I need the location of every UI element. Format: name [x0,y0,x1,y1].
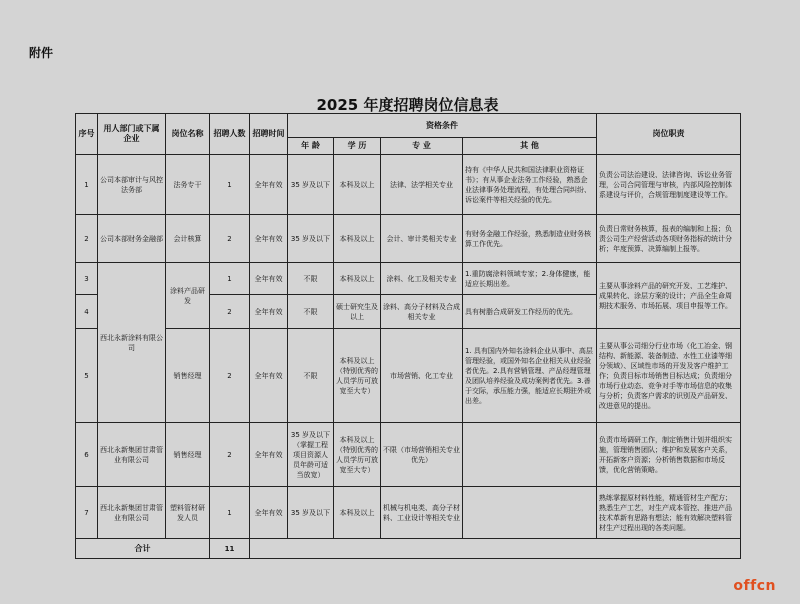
table-row [76,215,741,263]
header-count: 招聘人数 [210,114,250,155]
cell-dept-merged: 西北永新涂料有限公司 [98,263,166,423]
watermark-logo: offcn [733,578,776,594]
cell-duty: 主要从事涂料产品的研究开发、工艺维护、成果转化、涂层方案的设计；产品全生命周期技术服务、市场拓展、项目申报等工作。 [597,263,741,329]
cell-other [463,423,597,487]
cell-count: 2 [210,329,250,423]
cell-other: 1.重防腐涂料领域专家；2.身体健康，能适应长期出差。 [463,263,597,295]
cell-dept: 西北永新集团甘肃管业有限公司 [98,487,166,539]
cell-time: 全年有效 [250,423,288,487]
cell-count: 1 [210,487,250,539]
cell-major: 不限（市场营销相关专业优先） [381,423,463,487]
header-duty: 岗位职责 [597,114,741,155]
header-post: 岗位名称 [166,114,210,155]
cell-age: 35 岁及以下 [288,155,334,215]
cell-other: 1. 具有国内外知名涂料企业从事中、高层管理经验，或国外知名企业相关从业经验者优先。2.具有营销管理、产品经理管理及团队培养经验及成功案例者优先。3.善于交际，承压能力强，能适应长期驻外或出差。 [463,329,597,423]
cell-time: 全年有效 [250,263,288,295]
cell-post: 法务专干 [166,155,210,215]
table-row [76,155,741,215]
table-row [76,329,741,423]
cell-age: 35 岁及以下（掌握工程项目资源人员年龄可适当放宽） [288,423,334,487]
cell-time: 全年有效 [250,155,288,215]
total-row [76,539,741,559]
cell-dept: 公司本部审计与风控法务部 [98,155,166,215]
recruitment-table [75,113,741,559]
table-row [76,487,741,539]
cell-no: 7 [76,487,98,539]
cell-age: 不限 [288,263,334,295]
cell-other: 持有《中华人民共和国法律职业资格证书》；有从事企业法务工作经验，熟悉企业法律事务处理流程，有处理合同纠纷、诉讼案件等相关经验的优先。 [463,155,597,215]
cell-duty: 负责日常财务核算，报表的编制和上报；负责公司生产经营活动各项财务指标的统计分析；年度预算、决算编制上报等。 [597,215,741,263]
cell-major: 会计、审计类相关专业 [381,215,463,263]
cell-other: 具有树脂合成研发工作经历的优先。 [463,295,597,329]
cell-count: 2 [210,215,250,263]
cell-edu: 本科及以上 [334,155,381,215]
table-row [76,263,741,295]
cell-age: 不限 [288,295,334,329]
cell-major: 涂料、高分子材料及合成相关专业 [381,295,463,329]
total-label: 合计 [76,539,210,559]
header-no: 序号 [76,114,98,155]
header-edu: 学 历 [334,138,381,155]
cell-major: 机械与机电类、高分子材料、工业设计等相关专业 [381,487,463,539]
header-row-1 [76,114,741,138]
cell-time: 全年有效 [250,215,288,263]
cell-major: 涂料、化工及相关专业 [381,263,463,295]
annex-label: 附件 [29,46,54,60]
cell-age: 不限 [288,329,334,423]
cell-no: 5 [76,329,98,423]
cell-other [463,487,597,539]
cell-count: 2 [210,423,250,487]
cell-duty: 熟练掌握原材料性能，精通管材生产配方；熟悉生产工艺，对生产成本管控、推进产品技术革新有思路有想法；能有效解决塑料管材生产过程出现的各类问题。 [597,487,741,539]
cell-post: 会计核算 [166,215,210,263]
cell-dept: 公司本部财务金融部 [98,215,166,263]
header-time: 招聘时间 [250,114,288,155]
cell-major: 市场营销、化工专业 [381,329,463,423]
header-major: 专 业 [381,138,463,155]
cell-edu: 本科及以上（特别优秀的人员学历可放宽至大专） [334,329,381,423]
cell-post: 涂料产品研发 [166,263,210,329]
cell-other: 有财务金融工作经验，熟悉制造业财务核算工作优先。 [463,215,597,263]
cell-edu: 本科及以上 [334,487,381,539]
cell-edu: 硕士研究生及以上 [334,295,381,329]
cell-duty: 主要从事公司细分行业市场（化工冶金、钢结构、新能源、装备制造、水性工业漆等细分领域）、区域性市场的开发及客户维护工作；负责目标市场销售目标达成；负责细分市场行业动态、竞争对手等市场信息的收集与分析；负责客户需求的识别及产品研发、改进意见的提出。 [597,329,741,423]
cell-edu: 本科及以上（特别优秀的人员学历可放宽至大专） [334,423,381,487]
table-row [76,423,741,487]
cell-post: 销售经理 [166,329,210,423]
cell-age: 35 岁及以下 [288,215,334,263]
header-qualification: 资格条件 [288,114,597,138]
cell-no: 2 [76,215,98,263]
cell-dept: 西北永新集团甘肃管业有限公司 [98,423,166,487]
cell-no: 6 [76,423,98,487]
cell-major: 法律、法学相关专业 [381,155,463,215]
cell-duty: 负责市场调研工作，制定销售计划并组织实施，管理销售团队；维护和发展客户关系，开拓新客户资源；分析销售数据和市场反馈，优化营销策略。 [597,423,741,487]
header-other: 其 他 [463,138,597,155]
cell-no: 1 [76,155,98,215]
header-dept: 用人部门或下属企业 [98,114,166,155]
cell-count: 2 [210,295,250,329]
header-age: 年 龄 [288,138,334,155]
cell-edu: 本科及以上 [334,215,381,263]
total-count: 11 [210,539,250,559]
cell-time: 全年有效 [250,329,288,423]
cell-no: 4 [76,295,98,329]
cell-count: 1 [210,155,250,215]
cell-post: 塑料管材研发人员 [166,487,210,539]
page-title: 2025 年度招聘岗位信息表 [316,96,499,114]
cell-edu: 本科及以上 [334,263,381,295]
cell-time: 全年有效 [250,487,288,539]
cell-count: 1 [210,263,250,295]
cell-duty: 负责公司法治建设、法律咨询、诉讼业务管理，公司合同管理与审核，内部风险控制体系建设与评价，合规管理制度建设等工作。 [597,155,741,215]
cell-no: 3 [76,263,98,295]
cell-post: 销售经理 [166,423,210,487]
cell-time: 全年有效 [250,295,288,329]
total-blank [250,539,741,559]
cell-age: 35 岁及以下 [288,487,334,539]
